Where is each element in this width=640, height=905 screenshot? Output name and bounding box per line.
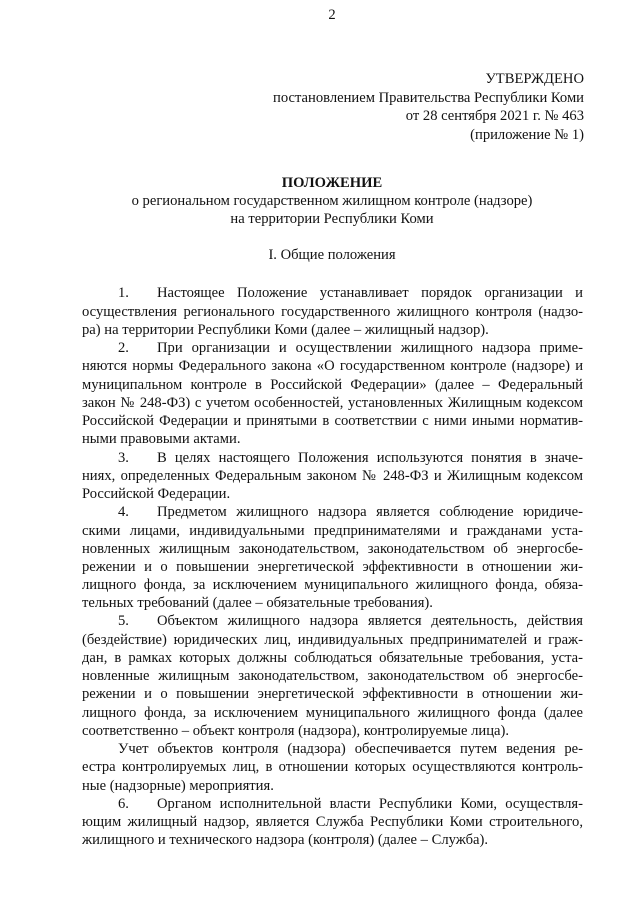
paragraph-line: ра) на территории Республики Коми (далее – жилищный надзор). — [82, 322, 489, 338]
paragraph-line: режении и о повышении энергетической эффективности в отношении жи- — [82, 686, 583, 702]
section-title: I. Общие положения — [268, 247, 396, 263]
document-subtitle-2: на территории Республики Коми — [230, 211, 434, 227]
paragraph-line: Настоящее Положение устанавливает порядок организации и — [157, 285, 583, 301]
paragraph-number: 4. — [118, 504, 129, 520]
paragraph-line: муниципальном контроле в Российской Федерации» (далее – Федеральный — [82, 377, 583, 393]
paragraph-line: режении и о повышении энергетической эффективности в отношении жи- — [82, 559, 583, 575]
paragraph-line: Предметом жилищного надзора является соблюдение юридиче- — [157, 504, 583, 520]
paragraph-line: тельных требований (далее – обязательные требования). — [82, 595, 433, 611]
paragraph-line: В целях настоящего Положения используются понятия в значе- — [157, 450, 583, 466]
document-subtitle-1: о региональном государственном жилищном контроле (надзоре) — [131, 193, 533, 209]
paragraph-line: соответственно – объект контроля (надзора), контролируемые лица). — [82, 723, 510, 739]
paragraph-line: Учет объектов контроля (надзора) обеспечивается путем ведения ре- — [118, 741, 583, 757]
paragraph-line: лищного фонда, за исключением муниципального жилищного фонда, обяза- — [82, 577, 583, 593]
paragraph-line: (бездействие) юридических лиц, индивидуальных предпринимателей и граж- — [82, 632, 583, 648]
paragraph-line: няются нормы Федерального закона «О государственном контроле (надзоре) и — [82, 358, 583, 374]
paragraph-line: Российской Федерации. — [82, 486, 231, 502]
paragraph-line: осуществления регионального государственного жилищного контроля (надзо- — [82, 304, 583, 320]
approval-title: УТВЕРЖДЕНО — [485, 71, 584, 87]
approval-date: от 28 сентября 2021 г. № 463 — [405, 108, 584, 124]
paragraph-line: новленные жилищным законодательством, законодательством об энергосбе- — [82, 668, 583, 684]
paragraph-line: жилищного и технического надзора (контроля) (далее – Служба). — [82, 832, 489, 848]
paragraph-line: закон № 248-ФЗ) с учетом особенностей, установленных Жилищным кодексом — [82, 395, 583, 411]
paragraph-line: скими лицами, индивидуальными предпринимателями и гражданами уста- — [82, 523, 583, 539]
paragraph-line: лищного фонда, за исключением муниципального жилищного фонда (далее — [82, 705, 583, 721]
paragraph-number: 1. — [118, 285, 129, 301]
paragraph-number: 3. — [118, 450, 129, 466]
approval-decree: постановлением Правительства Республики Коми — [273, 90, 584, 106]
page-number: 2 — [328, 7, 336, 23]
paragraph-number: 6. — [118, 796, 129, 812]
paragraph-line: ниях, определенных Федеральным законом № 248-ФЗ и Жилищным кодексом — [82, 468, 583, 484]
paragraph-line: естра контролируемых лиц, в отношении которых осуществляются контроль- — [82, 759, 583, 775]
document-title: ПОЛОЖЕНИЕ — [281, 175, 383, 191]
approval-appendix: (приложение № 1) — [470, 127, 584, 143]
paragraph-line: Российской Федерации и принятыми в соответствии с ними иными норматив- — [82, 413, 583, 429]
paragraph-number: 2. — [118, 340, 129, 356]
paragraph-line: ными правовыми актами. — [82, 431, 241, 447]
paragraph-number: 5. — [118, 613, 129, 629]
paragraph-line: новленных жилищным законодательством, законодательством об энергосбе- — [82, 541, 583, 557]
paragraph-line: Органом исполнительной власти Республики Коми, осуществля- — [157, 796, 583, 812]
paragraph-line: дан, в рамках которых должны соблюдаться обязательные требования, уста- — [82, 650, 583, 666]
paragraph-line: ющим жилищный надзор, является Служба Республики Коми строительного, — [82, 814, 583, 830]
paragraph-line: Объектом жилищного надзора является деятельность, действия — [157, 613, 583, 629]
paragraph-line: При организации и осуществлении жилищного надзора приме- — [157, 340, 583, 356]
paragraph-line: ные (надзорные) мероприятия. — [82, 778, 274, 794]
